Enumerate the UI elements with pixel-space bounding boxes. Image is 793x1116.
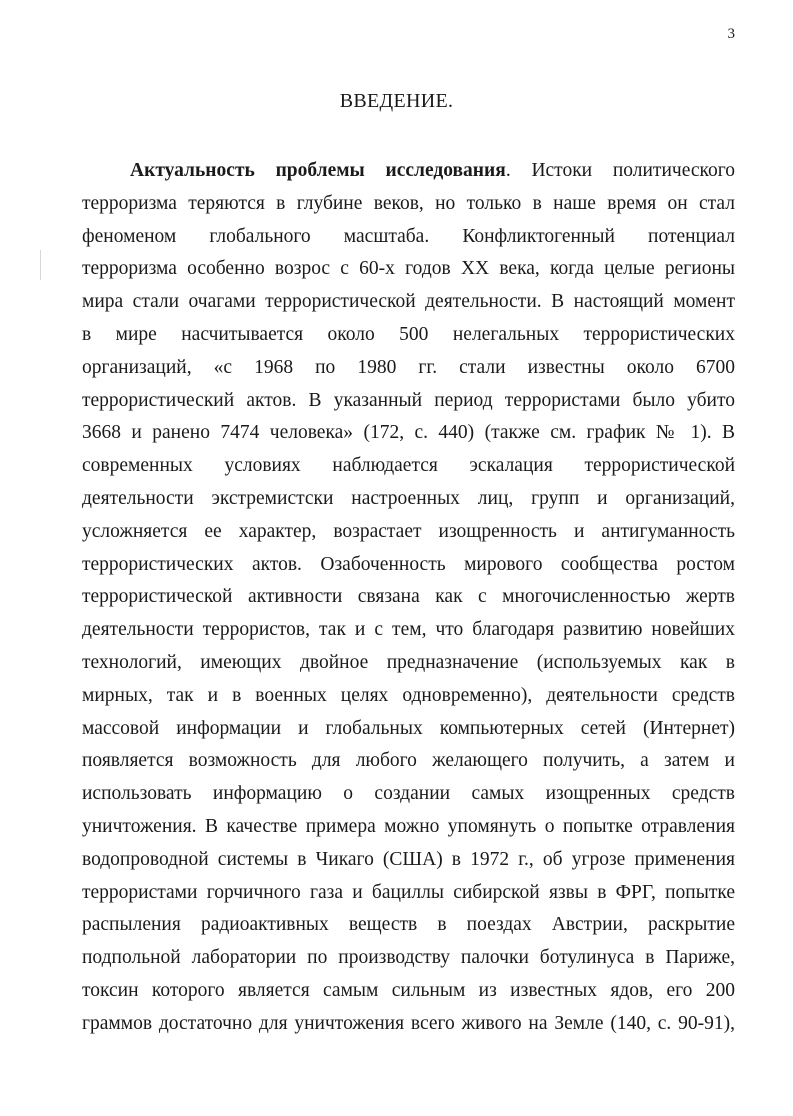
page-number: 3 [727,26,735,42]
text-line: террористической активности связана как с многочисленностью жертв [82,586,735,608]
text-line: терроризма особенно возрос с 60-х годов XX века, когда целые регионы [82,258,735,280]
text-line: уничтожения. В качестве примера можно упомянуть о попытке отравления [82,815,735,837]
text-line: 3668 и ранено 7474 человека» (172, с. 440) (также см. график № 1). В [82,422,735,444]
text-line: технологий, имеющих двойное предназначение (используемых как в [82,651,735,673]
text-line: токсин которого является самым сильным из известных ядов, его 200 [82,979,735,1001]
text-line: террористических актов. Озабоченность мирового сообщества ростом [82,553,735,575]
text-line: мира стали очагами террористической деятельности. В настоящий момент [82,291,735,313]
text-line: мирных, так и в военных целях одновременно), деятельности средств [82,684,735,706]
text-line: использовать информацию о создании самых изощренных средств [82,783,735,805]
text-line: подпольной лаборатории по производству палочки ботулинуса в Париже, [82,947,735,969]
text-line: массовой информации и глобальных компьютерных сетей (Интернет) [82,717,735,739]
text-line: в мире насчитывается около 500 нелегальных террористических [82,323,735,345]
text-line: деятельности террористов, так и с тем, что благодаря развитию новейших [82,619,735,641]
text-line: распыления радиоактивных веществ в поездах Австрии, раскрытие [82,914,735,936]
text-line: терроризма теряются в глубине веков, но только в наше время он стал [82,192,735,214]
text-line: граммов достаточно для уничтожения всего живого на Земле (140, с. 90-91), [82,1012,735,1034]
margin-mark [40,250,41,280]
section-heading: ВВЕДЕНИЕ. [339,90,454,112]
text-line: водопроводной системы в Чикаго (США) в 1972 г., об угрозе применения [82,848,735,870]
text-line: террористами горчичного газа и бациллы сибирской язвы в ФРГ, попытке [82,881,735,903]
text-line: террористический актов. В указанный период террористами было убито [82,389,735,411]
text-line: феноменом глобального масштаба. Конфликтогенный потенциал [82,225,735,247]
lead-bold-phrase: Актуальность проблемы исследования [130,160,506,181]
paragraph-first-line [82,155,735,188]
text-line: появляется возможность для любого желающего получить, а затем и [82,750,735,772]
text-line: усложняется ее характер, возрастает изощренность и антигуманность [82,520,735,542]
lead-rest: . Истоки политического [505,160,735,181]
text-line: современных условиях наблюдается эскалация террористической [82,455,735,477]
body-text [82,155,735,1041]
text-line: организаций, «с 1968 по 1980 гг. стали известны около 6700 [82,356,735,378]
text-line: деятельности экстремистски настроенных лиц, групп и организаций, [82,487,735,509]
